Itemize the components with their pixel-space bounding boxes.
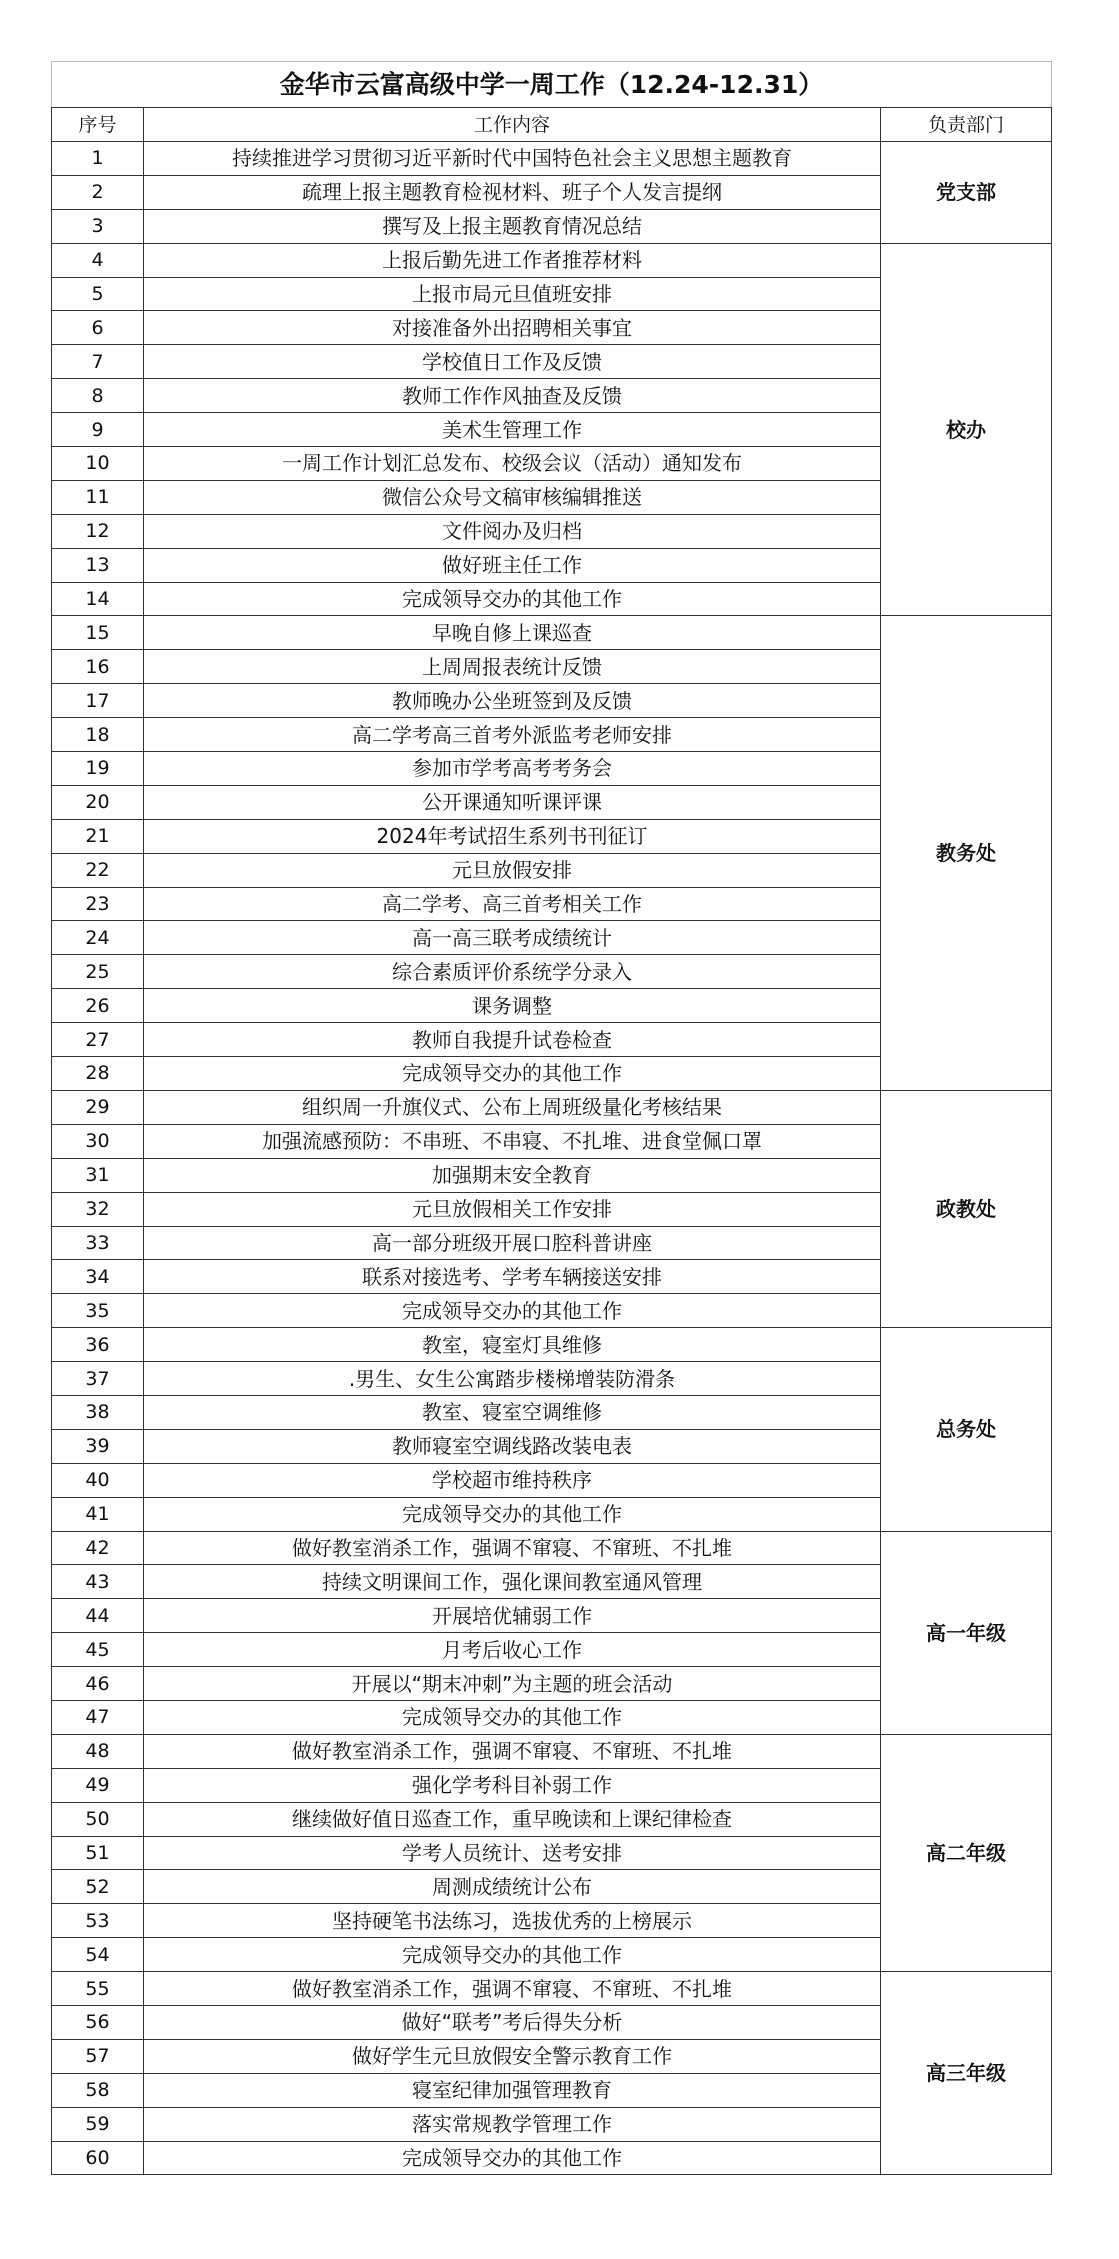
row-index: 48 [52,1734,144,1768]
work-content: 高二学考、高三首考相关工作 [144,887,881,921]
work-content: 强化学考科目补弱工作 [144,1768,881,1802]
work-content: .男生、女生公寓踏步楼梯增装防滑条 [144,1362,881,1396]
work-content: 加强期末安全教育 [144,1158,881,1192]
work-content: 组织周一升旗仪式、公布上周班级量化考核结果 [144,1090,881,1124]
work-content: 完成领导交办的其他工作 [144,1497,881,1531]
column-header-content: 工作内容 [144,108,881,142]
work-content: 继续做好值日巡查工作，重早晚读和上课纪律检查 [144,1802,881,1836]
department-cell: 高二年级 [881,1734,1052,1971]
row-index: 34 [52,1260,144,1294]
row-index: 47 [52,1700,144,1734]
work-content: 公开课通知听课评课 [144,785,881,819]
work-content: 教师自我提升试卷检查 [144,1023,881,1057]
work-content: 月考后收心工作 [144,1633,881,1667]
row-index: 54 [52,1938,144,1972]
table-row [52,616,1052,650]
department-cell: 党支部 [881,142,1052,244]
work-content: 做好“联考”考后得失分析 [144,2005,881,2039]
work-content: 教师工作作风抽查及反馈 [144,379,881,413]
row-index: 24 [52,921,144,955]
work-content: 早晚自修上课巡查 [144,616,881,650]
row-index: 22 [52,853,144,887]
work-content: 做好教室消杀工作，强调不窜寝、不窜班、不扎堆 [144,1734,881,1768]
row-index: 52 [52,1870,144,1904]
table-body [52,142,1052,2175]
row-index: 40 [52,1463,144,1497]
row-index: 21 [52,819,144,853]
row-index: 16 [52,650,144,684]
row-index: 13 [52,548,144,582]
work-content: 综合素质评价系统学分录入 [144,955,881,989]
weekly-work-sheet [51,61,1051,2175]
row-index: 5 [52,277,144,311]
work-content: 学考人员统计、送考安排 [144,1836,881,1870]
work-content: 高二学考高三首考外派监考老师安排 [144,718,881,752]
row-index: 8 [52,379,144,413]
row-index: 57 [52,2039,144,2073]
row-index: 10 [52,447,144,481]
work-content: 完成领导交办的其他工作 [144,1700,881,1734]
row-index: 59 [52,2107,144,2141]
row-index: 25 [52,955,144,989]
work-content: 做好教室消杀工作，强调不窜寝、不窜班、不扎堆 [144,1531,881,1565]
row-index: 23 [52,887,144,921]
row-index: 39 [52,1429,144,1463]
work-content: 微信公众号文稿审核编辑推送 [144,480,881,514]
work-content: 做好学生元旦放假安全警示教育工作 [144,2039,881,2073]
work-content: 高一部分班级开展口腔科普讲座 [144,1226,881,1260]
row-index: 27 [52,1023,144,1057]
column-header-department: 负责部门 [881,108,1052,142]
row-index: 7 [52,345,144,379]
row-index: 38 [52,1395,144,1429]
work-content: 做好班主任工作 [144,548,881,582]
table-row [52,1328,1052,1362]
work-content: 完成领导交办的其他工作 [144,1938,881,1972]
column-header-index: 序号 [52,108,144,142]
work-content: 完成领导交办的其他工作 [144,2141,881,2175]
row-index: 2 [52,175,144,209]
work-content: 元旦放假安排 [144,853,881,887]
document-title: 金华市云富高级中学一周工作（12.24-12.31） [52,62,1052,108]
work-content: 开展培优辅弱工作 [144,1599,881,1633]
row-index: 18 [52,718,144,752]
work-content: 完成领导交办的其他工作 [144,582,881,616]
department-cell: 政教处 [881,1090,1052,1327]
work-content: 上周周报表统计反馈 [144,650,881,684]
work-content: 教师寝室空调线路改装电表 [144,1429,881,1463]
row-index: 60 [52,2141,144,2175]
row-index: 29 [52,1090,144,1124]
table-row [52,142,1052,176]
row-index: 14 [52,582,144,616]
work-content: 教师晚办公坐班签到及反馈 [144,684,881,718]
row-index: 46 [52,1667,144,1701]
work-content: 联系对接选考、学考车辆接送安排 [144,1260,881,1294]
work-content: 持续推进学习贯彻习近平新时代中国特色社会主义思想主题教育 [144,142,881,176]
row-index: 30 [52,1124,144,1158]
work-content: 教室，寝室灯具维修 [144,1328,881,1362]
work-content: 教室、寝室空调维修 [144,1395,881,1429]
work-content: 周测成绩统计公布 [144,1870,881,1904]
row-index: 35 [52,1294,144,1328]
row-index: 26 [52,989,144,1023]
department-cell: 教务处 [881,616,1052,1090]
work-content: 撰写及上报主题教育情况总结 [144,209,881,243]
table-row [52,1090,1052,1124]
row-index: 50 [52,1802,144,1836]
work-content: 参加市学考高考考务会 [144,752,881,786]
row-index: 12 [52,514,144,548]
work-content: 2024年考试招生系列书刊征订 [144,819,881,853]
row-index: 28 [52,1057,144,1091]
row-index: 1 [52,142,144,176]
work-content: 高一高三联考成绩统计 [144,921,881,955]
row-index: 56 [52,2005,144,2039]
work-content: 寝室纪律加强管理教育 [144,2073,881,2107]
weekly-work-table [51,61,1052,2175]
title-row [52,62,1052,108]
work-content: 持续文明课间工作，强化课间教室通风管理 [144,1565,881,1599]
work-content: 完成领导交办的其他工作 [144,1057,881,1091]
table-row [52,1734,1052,1768]
row-index: 20 [52,785,144,819]
row-index: 15 [52,616,144,650]
work-content: 完成领导交办的其他工作 [144,1294,881,1328]
work-content: 落实常规教学管理工作 [144,2107,881,2141]
row-index: 31 [52,1158,144,1192]
row-index: 3 [52,209,144,243]
work-content: 课务调整 [144,989,881,1023]
row-index: 6 [52,311,144,345]
row-index: 19 [52,752,144,786]
work-content: 做好教室消杀工作，强调不窜寝、不窜班、不扎堆 [144,1972,881,2006]
work-content: 疏理上报主题教育检视材料、班子个人发言提纲 [144,175,881,209]
row-index: 32 [52,1192,144,1226]
work-content: 文件阅办及归档 [144,514,881,548]
row-index: 55 [52,1972,144,2006]
department-cell: 总务处 [881,1328,1052,1531]
work-content: 加强流感预防：不串班、不串寝、不扎堆、进食堂佩口罩 [144,1124,881,1158]
work-content: 一周工作计划汇总发布、校级会议（活动）通知发布 [144,447,881,481]
row-index: 33 [52,1226,144,1260]
work-content: 坚持硬笔书法练习，选拔优秀的上榜展示 [144,1904,881,1938]
row-index: 37 [52,1362,144,1396]
work-content: 学校超市维持秩序 [144,1463,881,1497]
row-index: 9 [52,413,144,447]
work-content: 学校值日工作及反馈 [144,345,881,379]
work-content: 对接准备外出招聘相关事宜 [144,311,881,345]
table-row [52,1972,1052,2006]
work-content: 元旦放假相关工作安排 [144,1192,881,1226]
row-index: 44 [52,1599,144,1633]
work-content: 开展以“期末冲刺”为主题的班会活动 [144,1667,881,1701]
row-index: 41 [52,1497,144,1531]
row-index: 49 [52,1768,144,1802]
department-cell: 高一年级 [881,1531,1052,1734]
table-row [52,243,1052,277]
row-index: 45 [52,1633,144,1667]
row-index: 4 [52,243,144,277]
work-content: 美术生管理工作 [144,413,881,447]
row-index: 53 [52,1904,144,1938]
header-row [52,108,1052,142]
row-index: 51 [52,1836,144,1870]
row-index: 11 [52,480,144,514]
row-index: 58 [52,2073,144,2107]
work-content: 上报市局元旦值班安排 [144,277,881,311]
work-content: 上报后勤先进工作者推荐材料 [144,243,881,277]
row-index: 17 [52,684,144,718]
row-index: 36 [52,1328,144,1362]
department-cell: 高三年级 [881,1972,1052,2175]
row-index: 42 [52,1531,144,1565]
table-row [52,1531,1052,1565]
department-cell: 校办 [881,243,1052,616]
row-index: 43 [52,1565,144,1599]
